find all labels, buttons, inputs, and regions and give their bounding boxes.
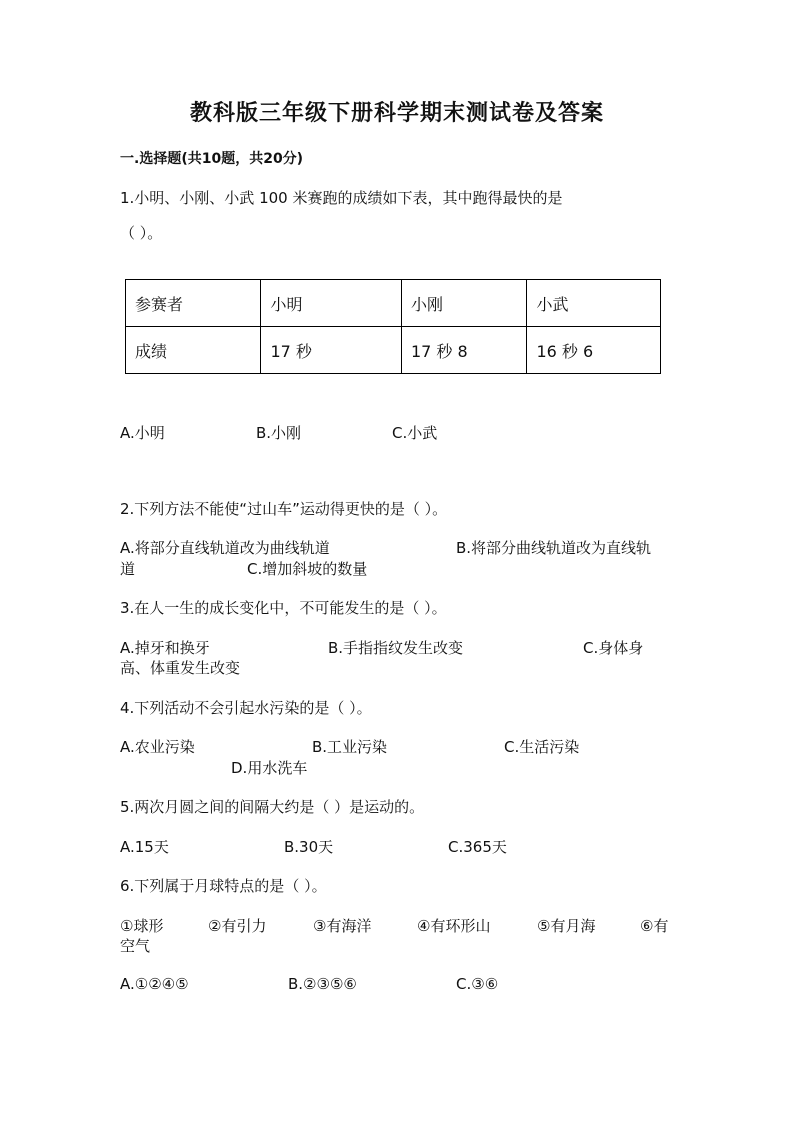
q6-item-4: ④有环形山: [417, 917, 491, 935]
page-title: 教科版三年级下册科学期末测试卷及答案: [189, 100, 604, 126]
q4-option-d: D.用水洗车: [231, 759, 308, 777]
q2-option-b-wrap: 道: [120, 560, 136, 578]
question-6-stem: 6.下列属于月球特点的是（ ）。: [120, 877, 327, 895]
table-cell: 小刚: [401, 280, 527, 327]
q3-option-b: B.手指指纹发生改变: [328, 639, 464, 657]
q2-option-a: A.将部分直线轨道改为曲线轨道: [120, 539, 330, 557]
q2-option-b: B.将部分曲线轨道改为直线轨: [456, 539, 652, 557]
q3-option-a: A.掉牙和换牙: [120, 639, 210, 657]
q4-option-a: A.农业污染: [120, 738, 195, 756]
q5-option-b: B.30天: [284, 838, 334, 856]
table-cell: 17 秒: [261, 327, 401, 374]
question-1-stem: 1.小明、小刚、小武 100 米赛跑的成绩如下表，其中跑得最快的是: [120, 189, 563, 207]
q6-option-b: B.②③⑤⑥: [288, 975, 357, 993]
q4-option-b: B.工业污染: [312, 738, 388, 756]
question-4-stem: 4.下列活动不会引起水污染的是（ ）。: [120, 699, 372, 717]
table-cell: 参赛者: [126, 280, 261, 327]
question-2-stem: 2.下列方法不能使“过山车”运动得更快的是（ ）。: [120, 500, 448, 518]
table-row: [126, 280, 661, 327]
q3-option-c-wrap: 高、体重发生改变: [120, 659, 241, 677]
q6-item-5: ⑤有月海: [537, 917, 596, 935]
q3-option-c: C.身体身: [583, 639, 644, 657]
q6-item-2: ②有引力: [208, 917, 267, 935]
q6-option-a: A.①②④⑤: [120, 975, 189, 993]
table-cell: 17 秒 8: [401, 327, 527, 374]
question-1-stem-cont: （ ）。: [120, 224, 163, 242]
q5-option-c: C.365天: [448, 838, 507, 856]
q6-option-c: C.③⑥: [456, 975, 499, 993]
table-cell: 小武: [527, 280, 661, 327]
score-table: [125, 279, 661, 374]
q6-item-1: ①球形: [120, 917, 164, 935]
q1-option-b: B.小刚: [256, 424, 302, 442]
q1-option-c: C.小武: [392, 424, 438, 442]
table-row: [126, 327, 661, 374]
q5-option-a: A.15天: [120, 838, 169, 856]
question-3-stem: 3.在人一生的成长变化中，不可能发生的是（ ）。: [120, 599, 447, 617]
q1-option-a: A.小明: [120, 424, 165, 442]
table-cell: 成绩: [126, 327, 261, 374]
q6-item-3: ③有海洋: [313, 917, 372, 935]
q4-option-c: C.生活污染: [504, 738, 580, 756]
table-cell: 16 秒 6: [527, 327, 661, 374]
table-cell: 小明: [261, 280, 401, 327]
q6-item-6-wrap: 空气: [120, 937, 151, 955]
q6-item-6: ⑥有: [640, 917, 669, 935]
section-heading: 一.选择题(共10题，共20分): [120, 151, 304, 167]
question-5-stem: 5.两次月圆之间的间隔大约是（ ）是运动的。: [120, 798, 425, 816]
q2-option-c: C.增加斜坡的数量: [247, 560, 368, 578]
